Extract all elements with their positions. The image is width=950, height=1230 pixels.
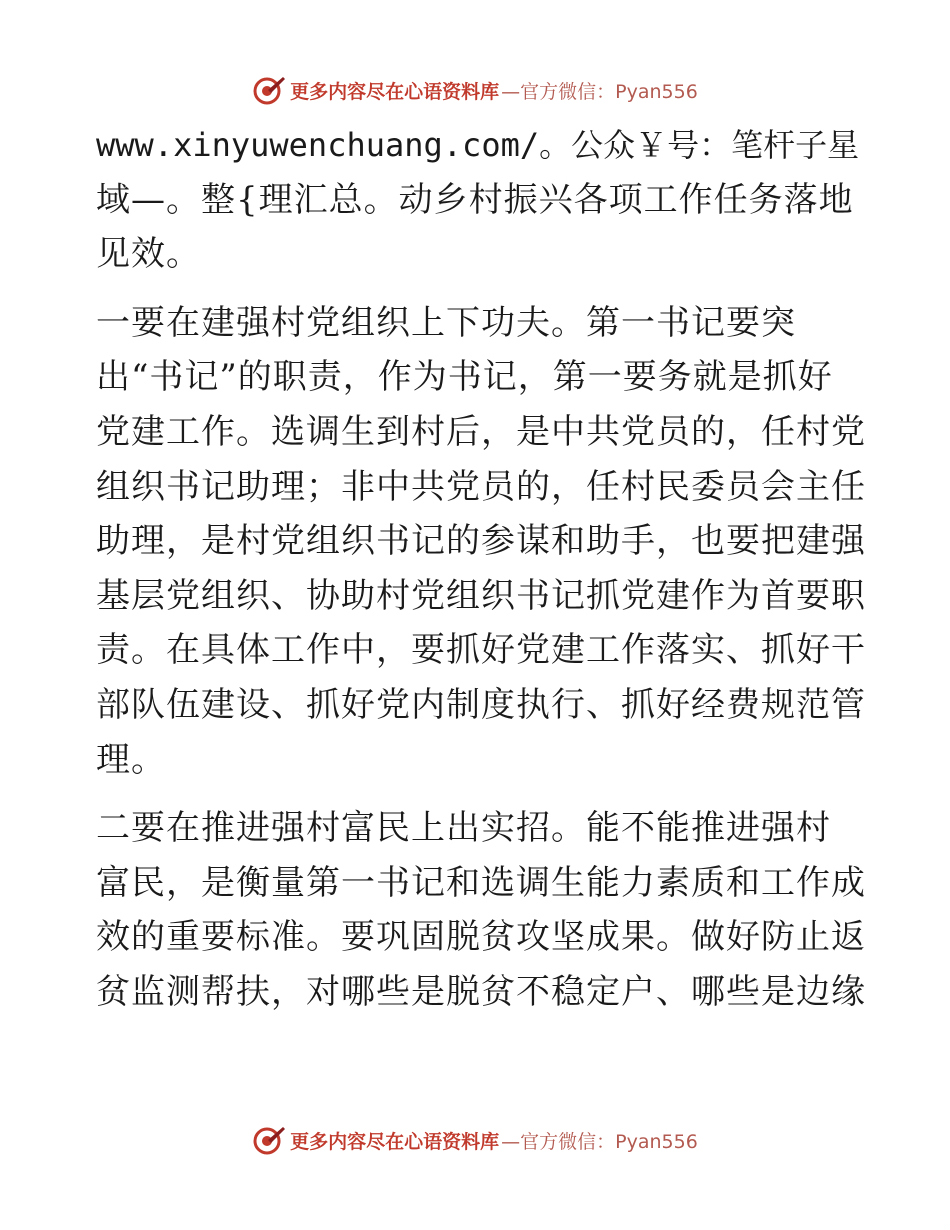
text-line: 党建工作。选调生到村后，是中共党员的，任村党 — [96, 411, 866, 452]
text-line: 组织书记助理；非中共党员的，任村民委员会主任 — [96, 466, 866, 507]
header-banner — [0, 70, 950, 110]
text-line: 一要在建强村党组织上下功夫。第一书记要突 — [96, 302, 796, 343]
text-line: 域—。整{理汇总。动乡村振兴各项工作任务落地 — [96, 179, 854, 220]
paragraph-1 — [96, 118, 860, 282]
text-line: 效的重要标准。要巩固脱贫攻坚成果。做好防止返 — [96, 917, 866, 958]
pen-logo-icon — [252, 1123, 286, 1157]
document-body — [96, 118, 866, 1020]
text-line: 责。在具体工作中，要抓好党建工作落实、抓好干 — [96, 630, 866, 671]
text-line: 部队伍建设、抓好党内制度执行、抓好经费规范管 — [96, 684, 866, 725]
banner-contact: —官方微信：Pyan556 — [501, 1130, 698, 1153]
paragraph-3 — [96, 801, 866, 1019]
text-line: www.xinyuwenchuang.com/。公众￥号：笔杆子星 — [96, 126, 860, 164]
banner-contact: —官方微信：Pyan556 — [501, 80, 698, 103]
paragraph-2 — [96, 296, 866, 787]
text-line: 二要在推进强村富民上出实招。能不能推进强村 — [96, 808, 831, 849]
text-line: 富民，是衡量第一书记和选调生能力素质和工作成 — [96, 862, 866, 903]
text-line: 理。 — [96, 739, 166, 780]
pen-logo-icon — [252, 73, 286, 107]
banner-title: 更多内容尽在心语资料库 — [290, 80, 500, 103]
text-line: 贫监测帮扶，对哪些是脱贫不稳定户、哪些是边缘 — [96, 971, 866, 1012]
text-line: 见效。 — [96, 234, 201, 275]
text-line: 出“书记”的职责，作为书记，第一要务就是抓好 — [96, 357, 833, 398]
footer-banner — [0, 1120, 950, 1160]
text-line: 助理，是村党组织书记的参谋和助手，也要把建强 — [96, 521, 866, 562]
text-line: 基层党组织、协助村党组织书记抓党建作为首要职 — [96, 575, 866, 616]
banner-title: 更多内容尽在心语资料库 — [290, 1130, 500, 1153]
